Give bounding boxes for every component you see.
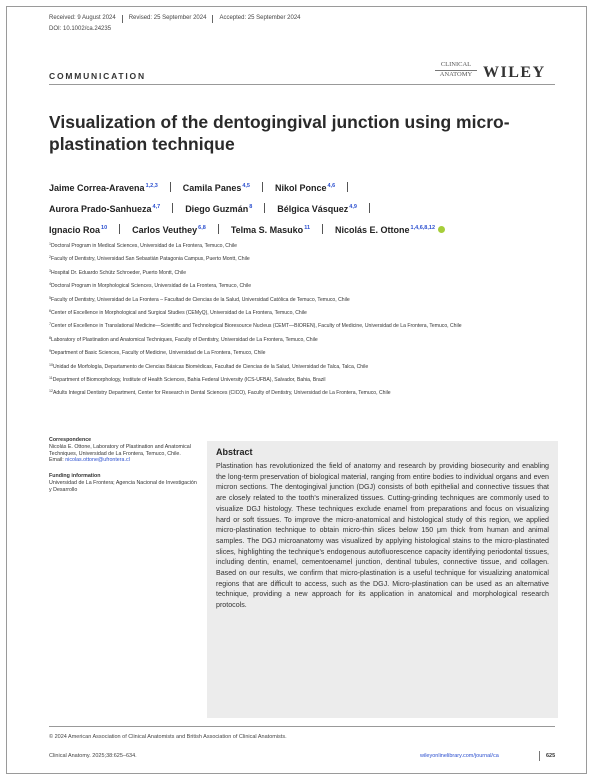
- affiliation: $^5$Faculty of Dentistry, Universidad de La Frontera – Facultad de Ciencias de la Salud, Universidad Católica de Temuco, Temuco, Chile: [49, 295, 350, 303]
- abstract-box: [207, 441, 558, 718]
- publisher-logo: WILEY: [483, 64, 546, 81]
- journal-url-link[interactable]: wileyonlinelibrary.com/journal/ca: [420, 753, 499, 759]
- journal-logo-line1: CLINICAL: [440, 61, 472, 68]
- header-rule: [49, 84, 555, 85]
- author-separator: [322, 224, 323, 234]
- author[interactable]: Camila Panes$^{4,5}$: [182, 183, 250, 193]
- affiliation: $^8$Laboratory of Plastination and Anatomical Techniques, Faculty of Dentistry, Universidad de La Frontera, Temuco, Chile: [49, 335, 318, 343]
- correspondence-email: Email: nicolas.ottone@ufrontera.cl: [49, 457, 130, 464]
- affiliation: $^{12}$Adults Integral Dentistry Department, Center for Research in Dental Sciences (CICO), Faculty of Dentistry, Universidad de La Frontera, Temuco, Chile: [49, 389, 391, 397]
- author[interactable]: Jaime Correa-Aravena$^{1,2,3}$: [49, 183, 158, 193]
- journal-logo: [435, 62, 477, 78]
- author-separator: [262, 182, 263, 192]
- funding-text: Universidad de La Frontera; Agencia Nacional de Investigación y Desarrollo: [49, 479, 197, 493]
- author[interactable]: Ignacio Roa$^{10}$: [49, 225, 108, 235]
- journal-citation: Clinical Anatomy. 2025;38:625–634.: [49, 753, 137, 759]
- page-number: 625: [546, 753, 556, 759]
- affiliation: $^7$Center of Excellence in Translational Medicine—Scientific and Technological Bioresource Nucleus (CEMT—BIOREN), Faculty of Medicine, Universidad de La Frontera, Temuco, Chile: [49, 322, 462, 330]
- email-link[interactable]: nicolas.ottone@ufrontera.cl: [65, 457, 130, 464]
- accepted-date: Accepted: 25 September 2024: [219, 15, 301, 21]
- footer-rule: [49, 726, 555, 727]
- affiliation-list: [49, 241, 557, 402]
- author-separator: [170, 182, 171, 192]
- affiliation: $^9$Department of Basic Sciences, Faculty of Medicine, Universidad de La Frontera, Temuco, Chile: [49, 349, 266, 357]
- abstract-text: Plastination has revolutionized the field of anatomy and research by providing biosecurity and enabling the long-term preservation of biological material, ranging from entire bodies to individual organs and even micron sections. The dentogingival junction (DGJ) consists of both epithelial and connective tissues that are closely related to the tooth's mineralized tissues. Cutting-grinding techniques are commonly used to visualize DGJ histology. These techniques exclude enamel from preparations and focus on visualizing hard or soft tissues. To improve the micro-anatomical and histological study of this region, we applied micro-plastination technique to obtain micro-thin slices below 150 μm thick from human and animal samples. The DGJ microanatomy was visualized by applying histological stains to the micro-plastinated slices, highlighting the technique's endogenous autofluorescence capacity identifying periodontal tissues, including dentin, enamel, cementoenamel junction, dentinal tubules, connective tissue, and collagen. Based on our results, we confirm that micro-plastination is a useful technique for visualizing anatomical regions that are difficult to access, such as the DGJ. Micro-plastination can be used as an alternative technique, providing a new approach for its application in anatomical and morphological research protocols.: [216, 462, 549, 610]
- author-separator: [218, 224, 219, 234]
- author-separator: [119, 224, 120, 234]
- author-separator: [369, 203, 370, 213]
- abstract-heading: Abstract: [216, 447, 253, 457]
- author-list: [49, 177, 559, 240]
- affiliation: $^4$Doctoral Program in Morphological Sciences, Universidad de La Frontera, Temuco, Chile: [49, 282, 252, 290]
- author[interactable]: Aurora Prado-Sanhueza$^{4,7}$: [49, 204, 161, 214]
- author-separator: [172, 203, 173, 213]
- author-separator: [347, 182, 348, 192]
- funding-heading: Funding information: [49, 473, 101, 480]
- journal-logo-line2: ANATOMY: [439, 70, 473, 78]
- author[interactable]: Diego Guzmán$^8$: [185, 204, 253, 214]
- sidebar-info: [49, 437, 199, 494]
- footer-separator: [539, 751, 540, 761]
- separator: [212, 15, 213, 23]
- author-separator: [264, 203, 265, 213]
- author[interactable]: Nikol Ponce$^{4,6}$: [274, 183, 336, 193]
- author[interactable]: Telma S. Masuko$^{11}$: [230, 225, 311, 235]
- copyright: © 2024 American Association of Clinical Anatomists and British Association of Clinical Anatomists.: [49, 734, 287, 740]
- affiliation: $^6$Center of Excellence in Morphological and Surgical Studies (CEMyQ), Universidad de La Frontera, Temuco, Chile: [49, 308, 307, 316]
- paper-page: [6, 6, 587, 774]
- affiliation: $^1$Doctoral Program in Medical Sciences, Universidad de La Frontera, Temuco, Chile: [49, 242, 237, 249]
- affiliation: $^{11}$Department of Biomorphology, Institute of Health Sciences, Bahia Federal University (ICS-UFBA), Salvador, Bahia, Brazil: [49, 375, 326, 383]
- received-date: Received: 9 August 2024: [49, 15, 116, 21]
- author[interactable]: Bélgica Vásquez$^{4,9}$: [277, 204, 357, 214]
- article-history: [49, 15, 301, 23]
- correspondence-heading: Correspondence: [49, 437, 92, 443]
- affiliation: $^{10}$Unidad de Morfología, Departamento de Ciencias Básicas Biomédicas, Facultad de Ciencias de la Salud, Universidad de Talca, Talca, Chile: [49, 362, 369, 370]
- affiliation: $^2$Faculty of Dentistry, Universidad San Sebastián Patagonia Campus, Puerto Montt, Chile: [49, 255, 250, 263]
- correspondence-text: Nicolás E. Ottone, Laboratory of Plastination and Anatomical Techniques, Universidad de La Frontera, Temuco, Chile.: [49, 443, 191, 457]
- affiliation: $^3$Hospital Dr. Eduardo Schütz Schroeder, Puerto Montt, Chile: [49, 268, 187, 276]
- orcid-icon[interactable]: [438, 226, 445, 233]
- author[interactable]: Nicolás E. Ottone$^{1,4,6,8,12}$: [335, 225, 445, 235]
- revised-date: Revised: 25 September 2024: [128, 15, 207, 21]
- section-label: COMMUNICATION: [49, 71, 146, 81]
- separator: [122, 15, 123, 23]
- article-title: Visualization of the dentogingival junction using micro-plastination technique: [49, 112, 510, 154]
- doi[interactable]: DOI: 10.1002/ca.24235: [49, 26, 112, 32]
- author[interactable]: Carlos Veuthey$^{6,8}$: [132, 225, 206, 235]
